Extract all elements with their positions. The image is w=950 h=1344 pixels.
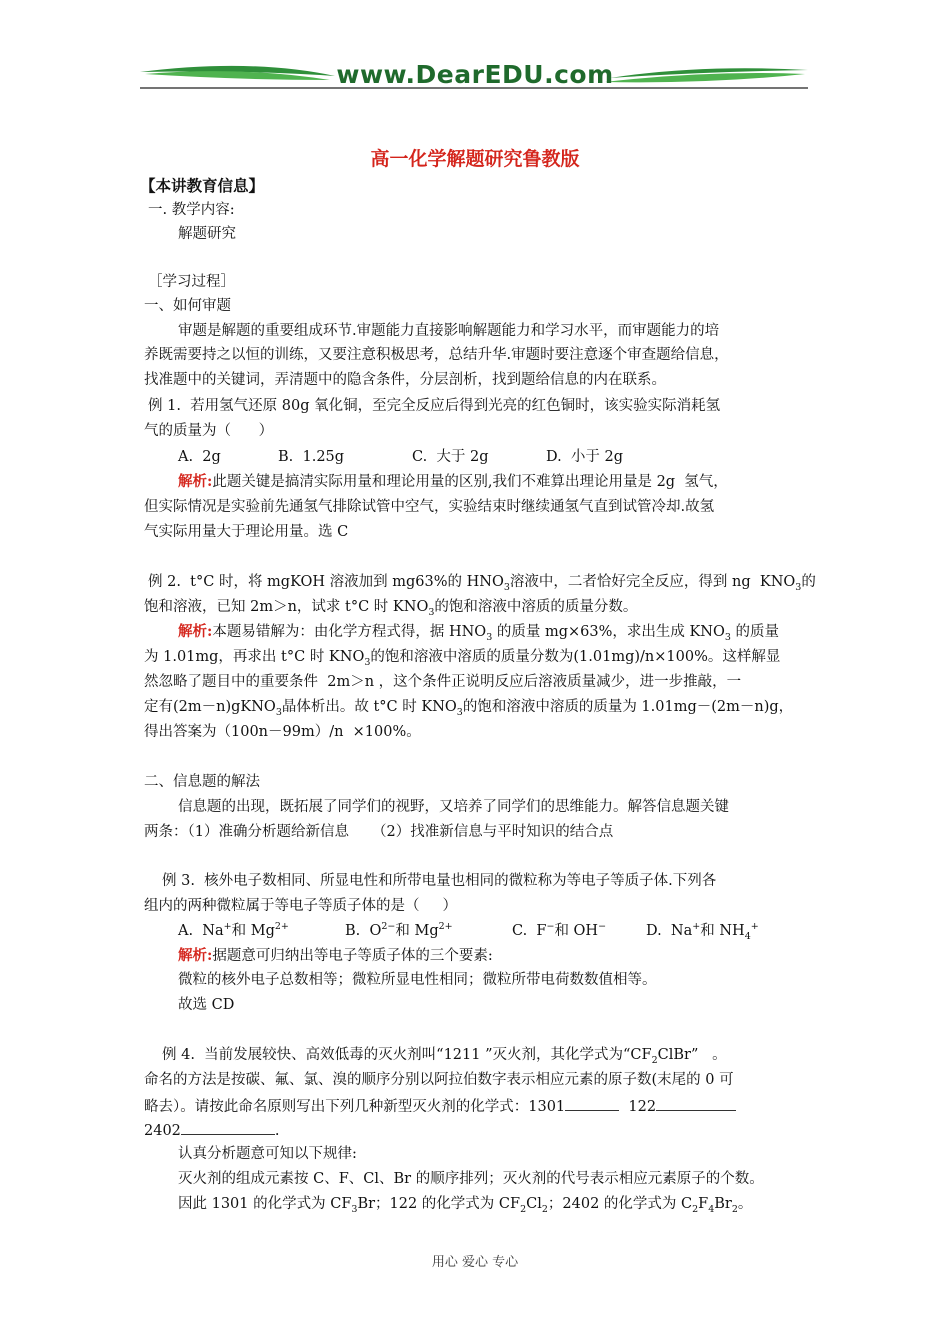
example4-question: 命名的方法是按碳、氟、氯、溴的顺序分别以阿拉伯数字表示相应元素的原子数(末尾的 0 可 xyxy=(144,1072,734,1088)
example3-option-c: C. F−和 OH− xyxy=(512,921,607,939)
example3-answer: 微粒的核外电子总数相等；微粒所显电性相同；微粒所带电荷数数值相等。 xyxy=(178,972,657,988)
paragraph-line: 两条：（1）准确分析题给新信息 （2）找准新信息与平时知识的结合点 xyxy=(144,824,614,840)
example1-question: 例 1. 若用氢气还原 80g 氧化铜，至完全反应后得到光亮的红色铜时，该实验实际消耗氢 xyxy=(148,398,721,414)
example3-question: 组内的两种微粒属于等电子等质子体的是（ ） xyxy=(144,898,458,914)
example4-answer: 灭火剂的组成元素按 C、F、Cl、Br 的顺序排列；灭火剂的代号表示相应元素原子的个数。 xyxy=(178,1171,764,1187)
example1-option-d: D. 小于 2g xyxy=(546,449,624,465)
example3-option-b: B. $O^{2-}$和 $Mg^{2+}$ xyxy=(345,921,453,939)
example1-answer: 气实际用量大于理论用量。选 C xyxy=(144,524,349,540)
example1-option-b: B. 1.25g xyxy=(278,449,345,465)
example1-question: 气的质量为（ ） xyxy=(144,423,274,439)
example2-answer: 定有(2m－n)gKNO$_3$晶体析出。故 t°C 时 $KNO_3$的饱和溶液中溶质的质量为 1.01mg－(2m－n)g， xyxy=(144,699,794,718)
example4-question: 例 4. 当前发展较快、高效低毒的灭火剂叫“1211 ”灭火剂，其化学式为“$CF_2ClBr$” 。 xyxy=(162,1047,727,1066)
analysis-label: 解析: xyxy=(178,623,213,640)
example4-question: 略去）。请按此命名原则写出下列几种新型灭火剂的化学式：1301 122 xyxy=(144,1096,736,1116)
analysis-label: 解析: xyxy=(178,947,213,964)
example1-option-c: C. 大于 2g xyxy=(412,449,489,465)
example2-question: 饱和溶液，已知 2m＞n，试求 t°C 时 $KNO_3$的饱和溶液中溶质的质量分数。 xyxy=(144,599,638,618)
example4-answer: 认真分析题意可知以下规律: xyxy=(178,1146,357,1162)
page-footer: 用心 爱心 专心 xyxy=(431,1255,519,1270)
paragraph-line: 审题是解题的重要组成环节.审题能力直接影响解题能力和学习水平，而审题能力的培 xyxy=(178,323,720,339)
process-label: ［学习过程］ xyxy=(148,274,235,290)
example2-answer: 得出答案为（100n－99m）/n ×100%。 xyxy=(144,724,421,740)
example1-option-a: A. 2g xyxy=(178,449,221,465)
example2-answer: 解析:本题易错解为：由化学方程式得，据 $HNO_3$ 的质量 mg×63%，求出生成 $KNO_3$ 的质量 xyxy=(178,623,780,643)
header-banner xyxy=(0,0,950,110)
answer-blank[interactable] xyxy=(565,1096,619,1111)
example3-answer: 解析:据题意可归纳出等电子等质子体的三个要素: xyxy=(178,947,493,964)
example2-question: 例 2. t°C 时，将 mgKOH 溶液加到 mg63%的 $HNO_3$溶液中，二者恰好完全反应，得到 ng $KNO_3$的 xyxy=(148,574,816,593)
paragraph-line: 找准题中的关键词，弄清题中的隐含条件，分层剖析，找到题给信息的内在联系。 xyxy=(144,372,666,388)
content-value: 解题研究 xyxy=(178,226,236,242)
section-heading: 【本讲教育信息】 xyxy=(140,176,265,195)
example4-question: 2402 . xyxy=(144,1120,280,1140)
answer-blank[interactable] xyxy=(656,1096,736,1111)
example2-answer: 然忽略了题目中的重要条件 2m＞n ，这个条件正说明反应后溶液质量减少，进一步推敲，一 xyxy=(144,674,742,690)
example4-answer: 因此 1301 的化学式为 $CF_3Br$；122 的化学式为 $CF_2Cl_2$；2402 的化学式为 $C_2F_4Br_2$。 xyxy=(178,1196,753,1215)
example1-answer: 但实际情况是实验前先通氢气排除试管中空气，实验结束时继续通氢气直到试管冷却.故氢 xyxy=(144,499,715,515)
site-logo-text: www.DearEDU.com xyxy=(336,60,614,89)
paragraph-line: 养既需要持之以恒的训练，又要注意积极思考，总结升华.审题时要注意逐个审查题给信息， xyxy=(144,347,729,363)
swoosh-decoration xyxy=(0,0,950,110)
paragraph-line: 信息题的出现，既拓展了同学们的视野，又培养了同学们的思维能力。解答信息题关键 xyxy=(178,799,729,815)
example3-answer: 故选 CD xyxy=(178,997,235,1013)
content-label: 一. 教学内容: xyxy=(148,202,235,218)
answer-blank[interactable] xyxy=(181,1120,275,1135)
example3-question: 例 3. 核外电子数相同、所显电性和所带电量也相同的微粒称为等电子等质子体.下列各 xyxy=(162,873,717,889)
example3-option-a: A. Na+和 $Mg^{2+}$ xyxy=(178,921,289,939)
part2-heading: 二、信息题的解法 xyxy=(144,774,260,790)
analysis-label: 解析: xyxy=(178,473,213,490)
page-title: 高一化学解题研究鲁教版 xyxy=(370,148,580,170)
part1-heading: 一、如何审题 xyxy=(144,298,231,314)
example3-option-d: D. Na+和 $NH_4^+$ xyxy=(646,921,759,942)
example1-answer: 解析:此题关键是搞清实际用量和理论用量的区别,我们不难算出理论用量是 2g 氢气， xyxy=(178,473,728,490)
example2-answer: 为 1.01mg，再求出 t°C 时 $KNO_3$的饱和溶液中溶质的质量分数为(1.01mg)/n×100%。这样解显 xyxy=(144,649,781,668)
